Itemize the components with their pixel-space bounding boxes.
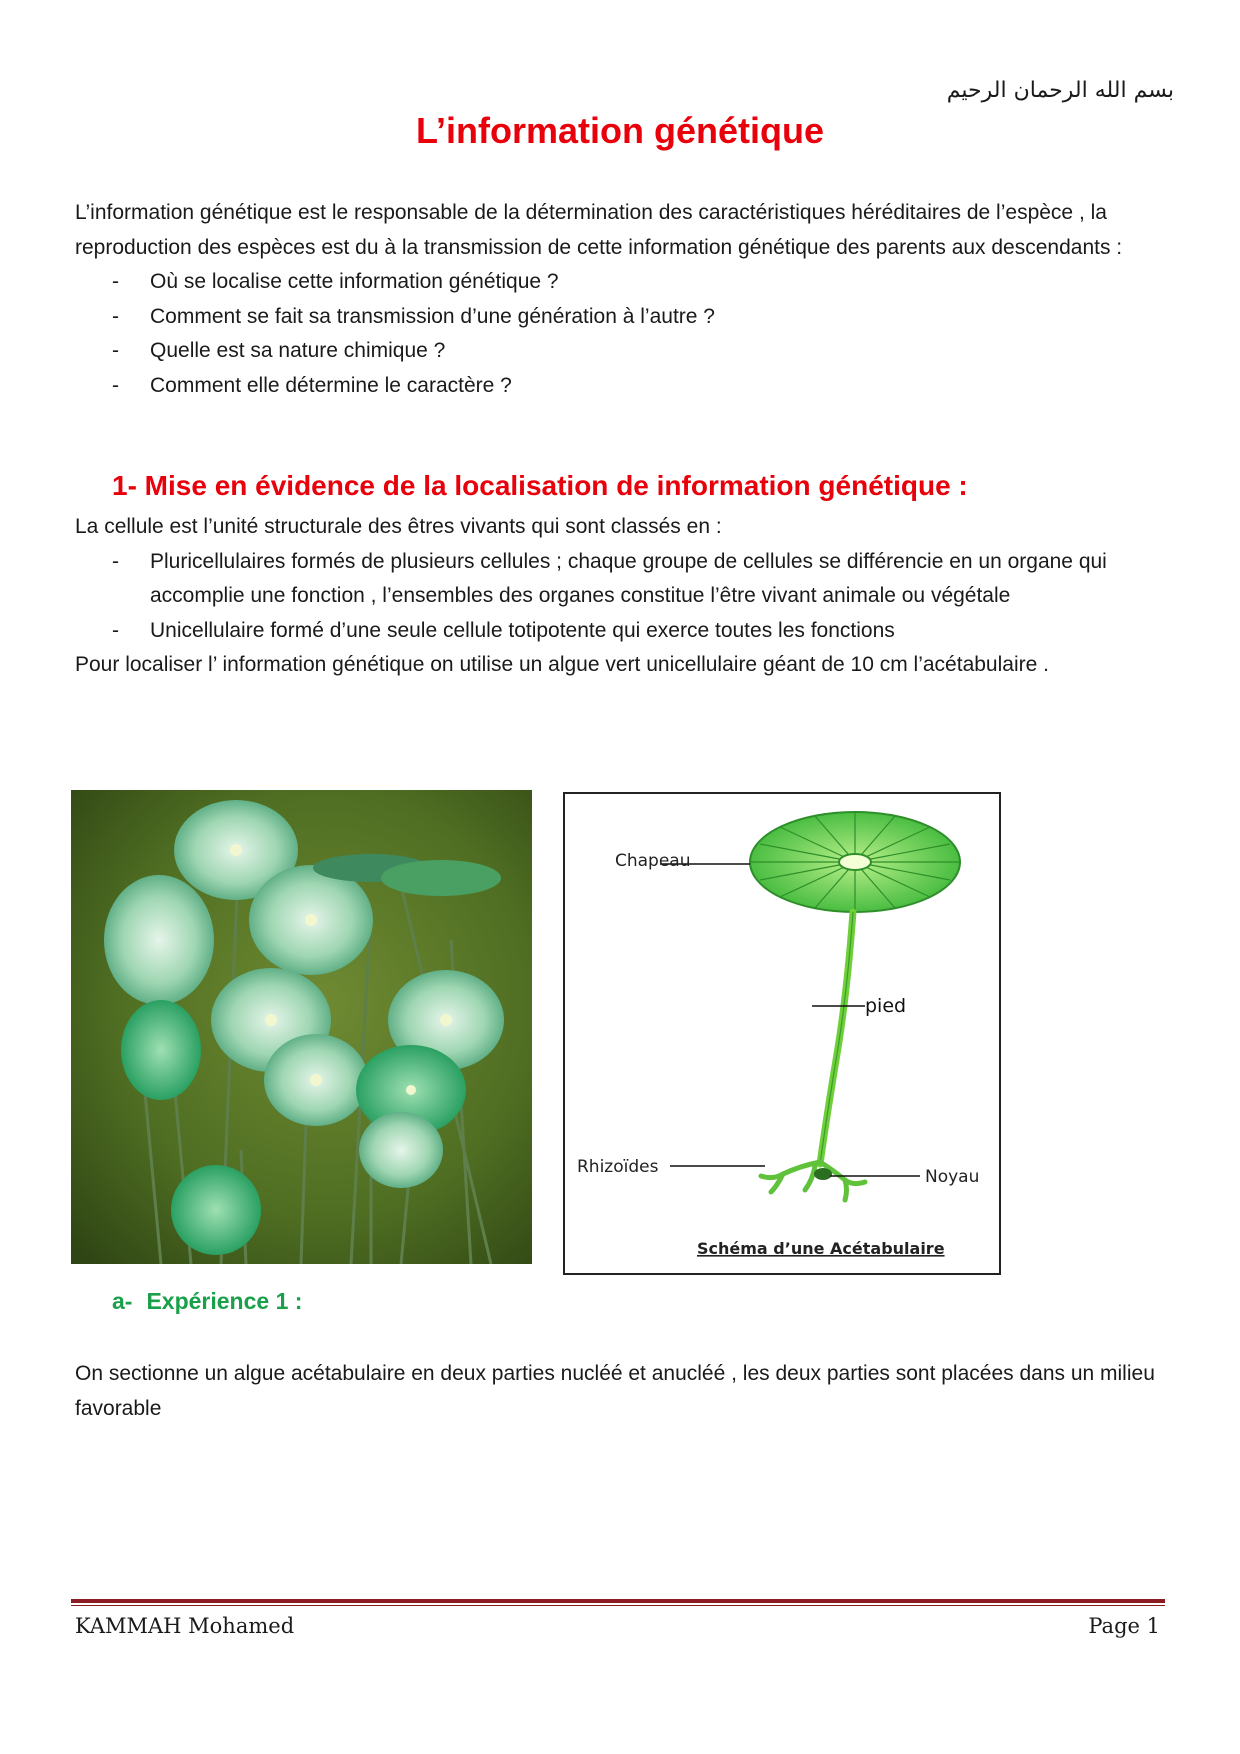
section1-body <box>75 510 1165 683</box>
question-item: - Où se localise cette information génétique ? <box>75 265 1165 300</box>
question-item: - Comment se fait sa transmission d’une génération à l’autre ? <box>75 300 1165 335</box>
footer-rule <box>71 1599 1165 1603</box>
question-item: - Comment elle détermine le caractère ? <box>75 369 1165 404</box>
section1-heading: 1- Mise en évidence de la localisation de information génétique : <box>112 470 968 501</box>
acetabularia-photo <box>71 790 532 1264</box>
question-item: - Quelle est sa nature chimique ? <box>75 334 1165 369</box>
footer-author: KAMMAH Mohamed <box>75 1614 295 1638</box>
footer-page-number: Page 1 <box>1088 1614 1160 1638</box>
label-chapeau: Chapeau <box>615 851 691 871</box>
experience1-heading <box>112 1288 302 1315</box>
label-rhizoides: Rhizoïdes <box>577 1157 659 1177</box>
question-list <box>75 265 1165 403</box>
intro-text: L’information génétique est le responsable de la détermination des caractéristiques héréditaires de l’espèce , la reproduction des espèces est du à la transmission de cette information génétique des parents aux descendants : <box>75 201 1123 259</box>
section1-conclusion: Pour localiser l’ information génétique on utilise un algue vert unicellulaire géant de 10 cm l’acétabulaire . <box>75 653 1049 676</box>
experience1-title: Expérience 1 : <box>146 1288 303 1314</box>
organism-list <box>75 545 1165 649</box>
acetabularia-schema <box>563 792 1001 1275</box>
page-title: L’information génétique <box>415 110 824 151</box>
schema-caption: Schéma d’une Acétabulaire <box>697 1239 945 1258</box>
intro-block <box>75 196 1165 403</box>
organism-item: - Pluricellulaires formés de plusieurs cellules ; chaque groupe de cellules se différencie en un organe qui accomplie une fonction , l’ensembles des organes constitue l’être vivant animale ou végétale <box>75 545 1165 614</box>
label-noyau: Noyau <box>925 1167 980 1187</box>
section1-lead: La cellule est l’unité structurale des êtres vivants qui sont classés en : <box>75 515 722 538</box>
basmala: بسم الله الرحمان الرحيم <box>946 78 1174 103</box>
organism-item: - Unicellulaire formé d’une seule cellule totipotente qui exerce toutes les fonctions <box>75 614 1165 649</box>
label-pied: pied <box>865 995 907 1017</box>
footer-rule-thin <box>71 1605 1165 1606</box>
experience1-marker: a- <box>112 1288 133 1314</box>
experience1-text: On sectionne un algue acétabulaire en deux parties nucléé et anucléé , les deux parties sont placées dans un milieu favorable <box>75 1362 1155 1420</box>
